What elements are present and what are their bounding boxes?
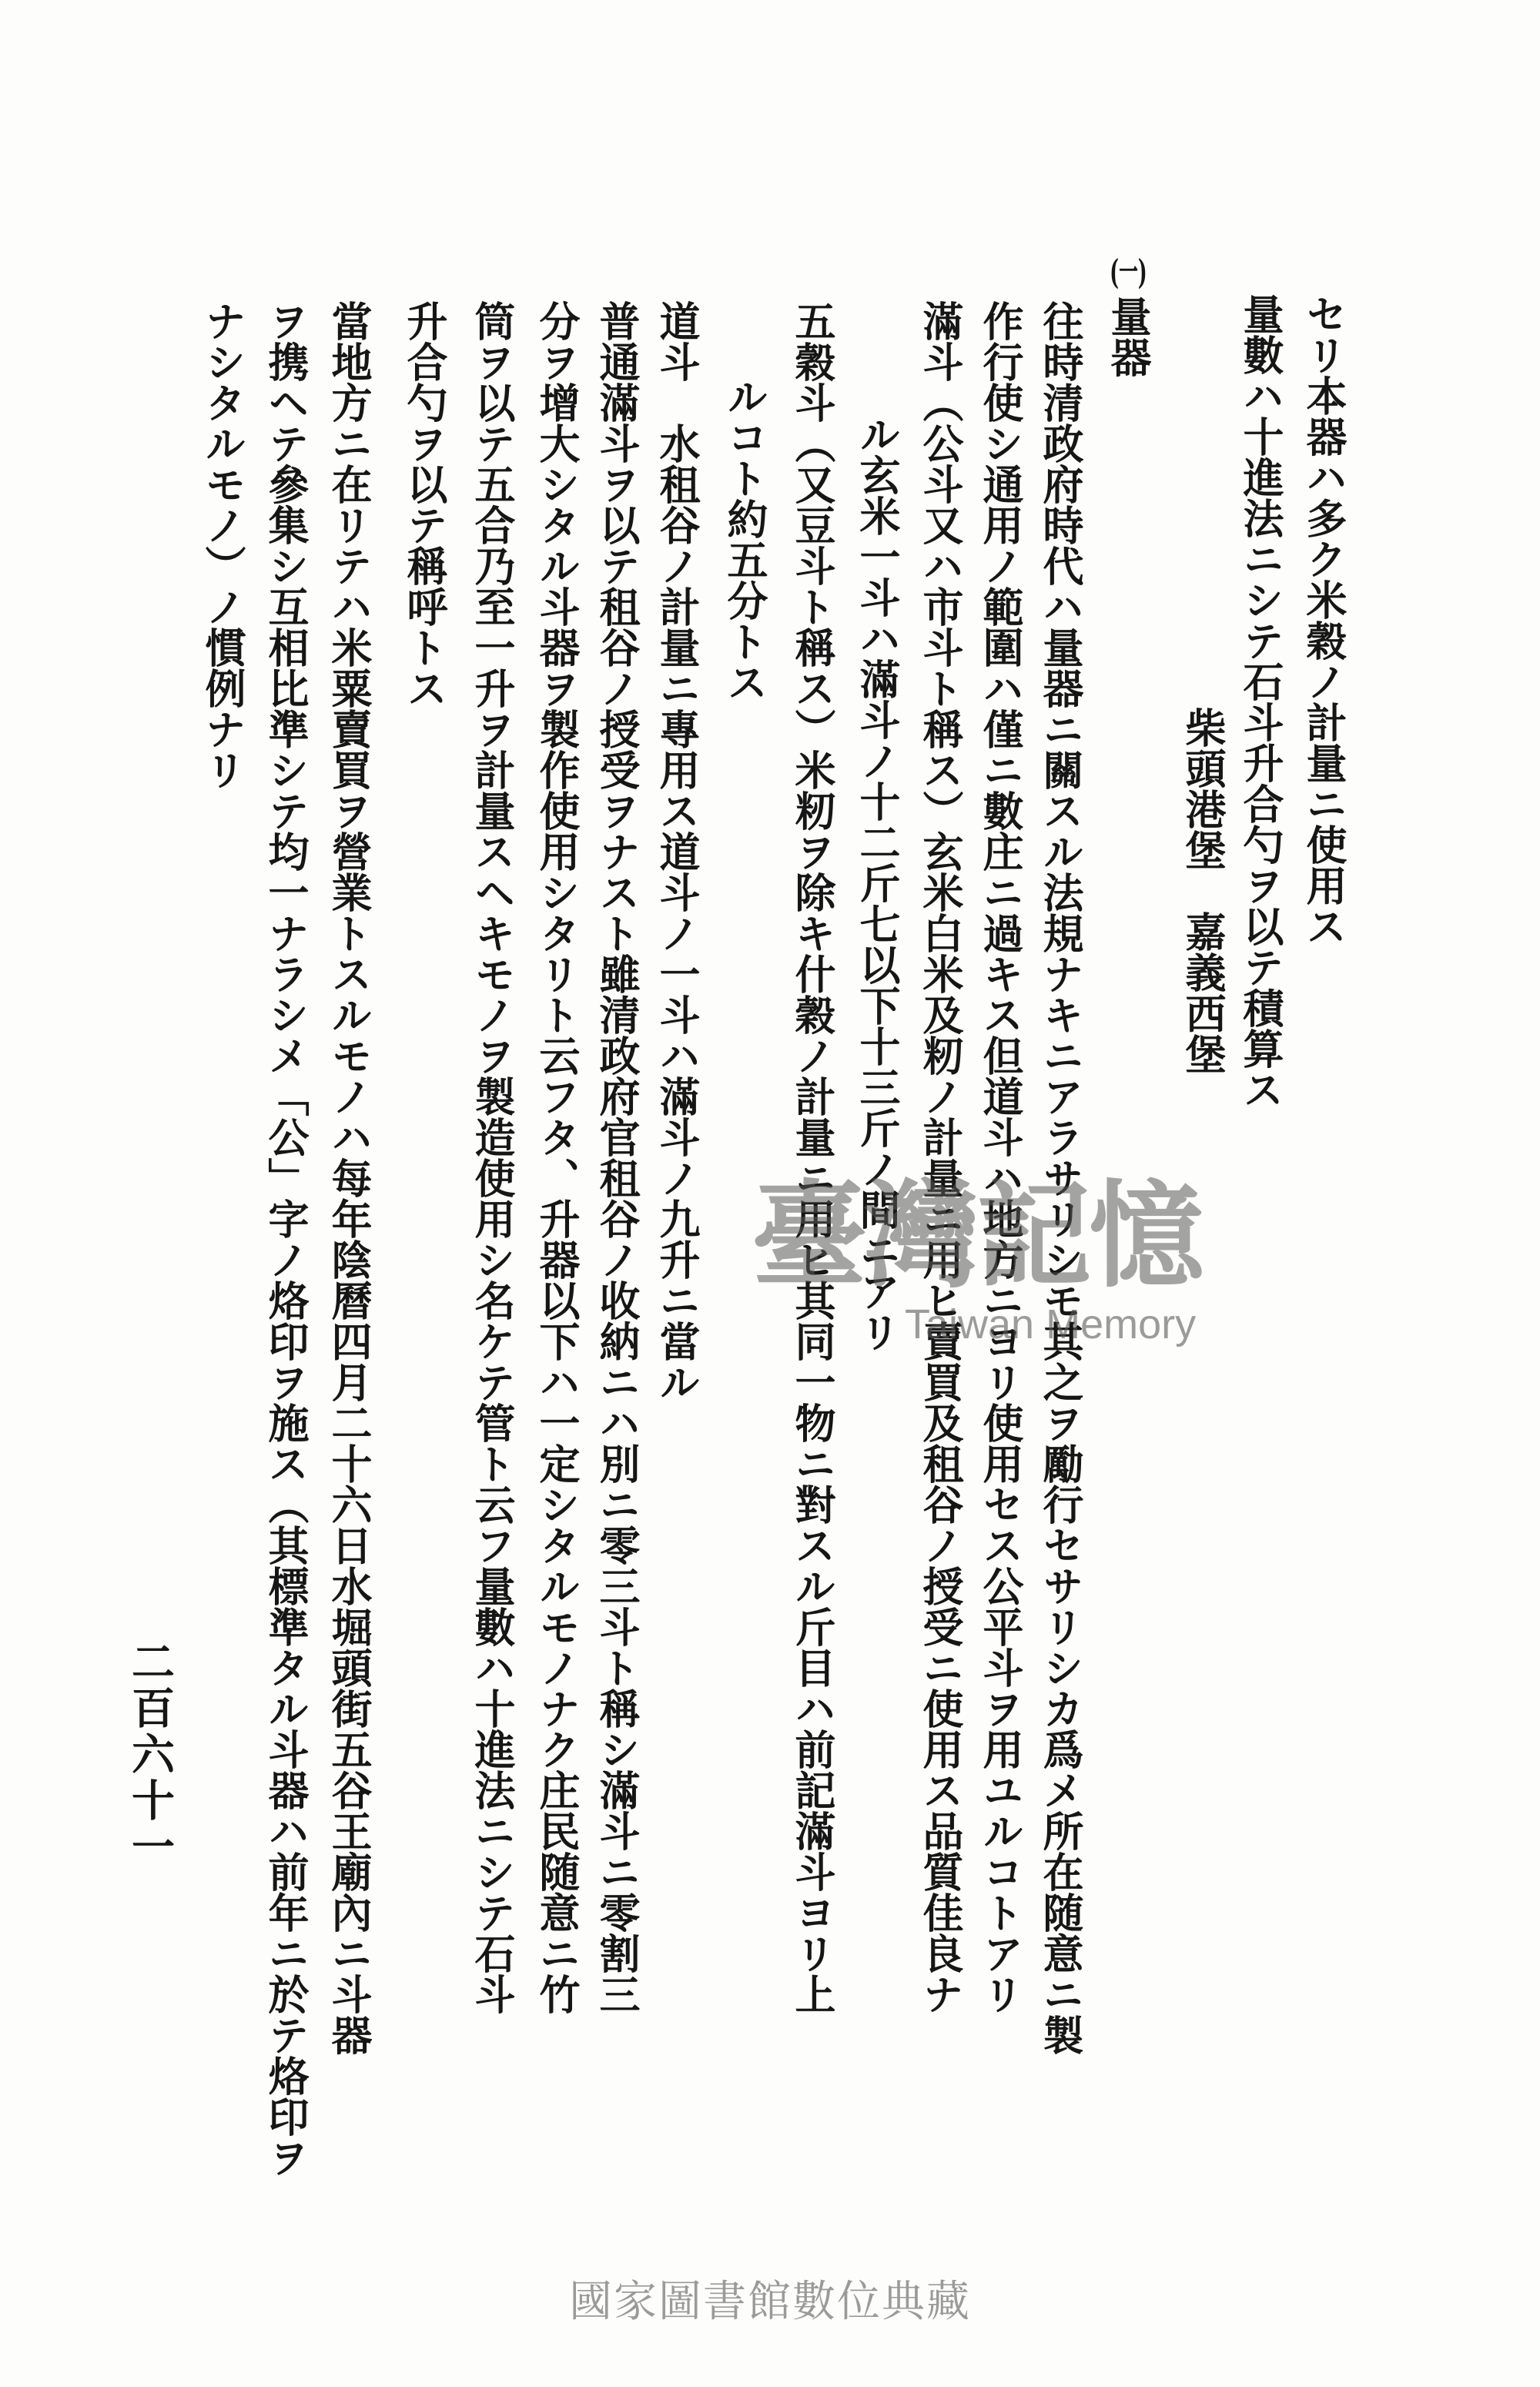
- text-column: 滿斗（公斗又ハ市斗ト稱ス）玄米白米及籾ノ計量ニ用ヒ賣買及租谷ノ授受ニ使用ス品質佳良ナ: [916, 300, 964, 2014]
- text-column: 普通滿斗ヲ以テ租谷ノ授受ヲナスト雖清政府官租谷ノ收納ニハ別ニ零三斗ト稱シ滿斗ニ零割三: [593, 300, 641, 2014]
- text-column: 往時清政府時代ハ量器ニ關スル法規ナキニアラサリシモ其之ヲ勵行セサリシカ爲メ所在随意ニ製: [1036, 300, 1084, 2055]
- page-number: 二百六十一: [125, 1639, 176, 1870]
- text-column: ル玄米一斗ハ滿斗ノ十二斤七以下十三斤ノ間ニアリ: [853, 413, 901, 1352]
- text-column-lead-1: セリ本器ハ多ク米穀ノ計量ニ使用ス: [1300, 293, 1348, 946]
- text-column: 升合勺ヲ以テ稱呼トス: [400, 300, 448, 708]
- text-column: ルコト約五分トス: [721, 376, 768, 702]
- text-column: 道斗 水租谷ノ計量ニ專用ス道斗ノ一斗ハ滿斗ノ九升ニ當ル: [653, 300, 701, 1402]
- text-column: ヲ携ヘテ參集シ互相比準シテ均一ナラシメ「公」字ノ烙印ヲ施ス（其標準タル斗器ハ前年ニ於テ烙印ヲ: [262, 300, 310, 2178]
- text-column: 分ヲ增大シタル斗器ヲ製作使用シタリト云フタ、升器以下ハ一定シタルモノナク庄民随意ニ竹: [533, 300, 581, 2014]
- archive-footer: 國家圖書館數位典藏: [569, 2277, 971, 2327]
- watermark-logo-subtitle: Taiwan Memory: [905, 1301, 1197, 1348]
- text-column: 當地方ニ在リテハ米粟賣買ヲ營業トスルモノハ每年陰曆四月二十六日水堀頭街五谷王廟內ニ斗器: [325, 300, 373, 2055]
- text-column: 筒ヲ以テ五合乃至一升ヲ計量スヘキモノヲ製造使用シ名ケテ管ト云フ量數ハ十進法ニシテ石斗: [468, 300, 516, 2014]
- text-column: 五穀斗（又豆斗ト稱ス）米籾ヲ除キ什穀ノ計量ニ用ヒ其同一物ニ對スル斤目ハ前記滿斗ヨリ上: [788, 300, 836, 2014]
- section-number: (一): [1110, 256, 1147, 290]
- section-heading: [1105, 256, 1151, 377]
- text-column: 作行使シ通用ノ範圍ハ僅ニ數庄ニ過キス但道斗ハ地方ニヨリ使用セス公平斗ヲ用ユルコトアリ: [976, 300, 1024, 2014]
- watermark-logo: 臺灣記憶: [752, 1168, 1202, 1304]
- place-attribution: 柴頭港堡 嘉義西堡: [1179, 707, 1227, 1074]
- text-column: ナシタルモノ）ノ慣例ナリ: [199, 300, 246, 790]
- section-title: 量器: [1104, 296, 1152, 377]
- text-column-lead-2: 量數ハ十進法ニシテ石斗升合勺ヲ以テ積算ス: [1237, 293, 1284, 1110]
